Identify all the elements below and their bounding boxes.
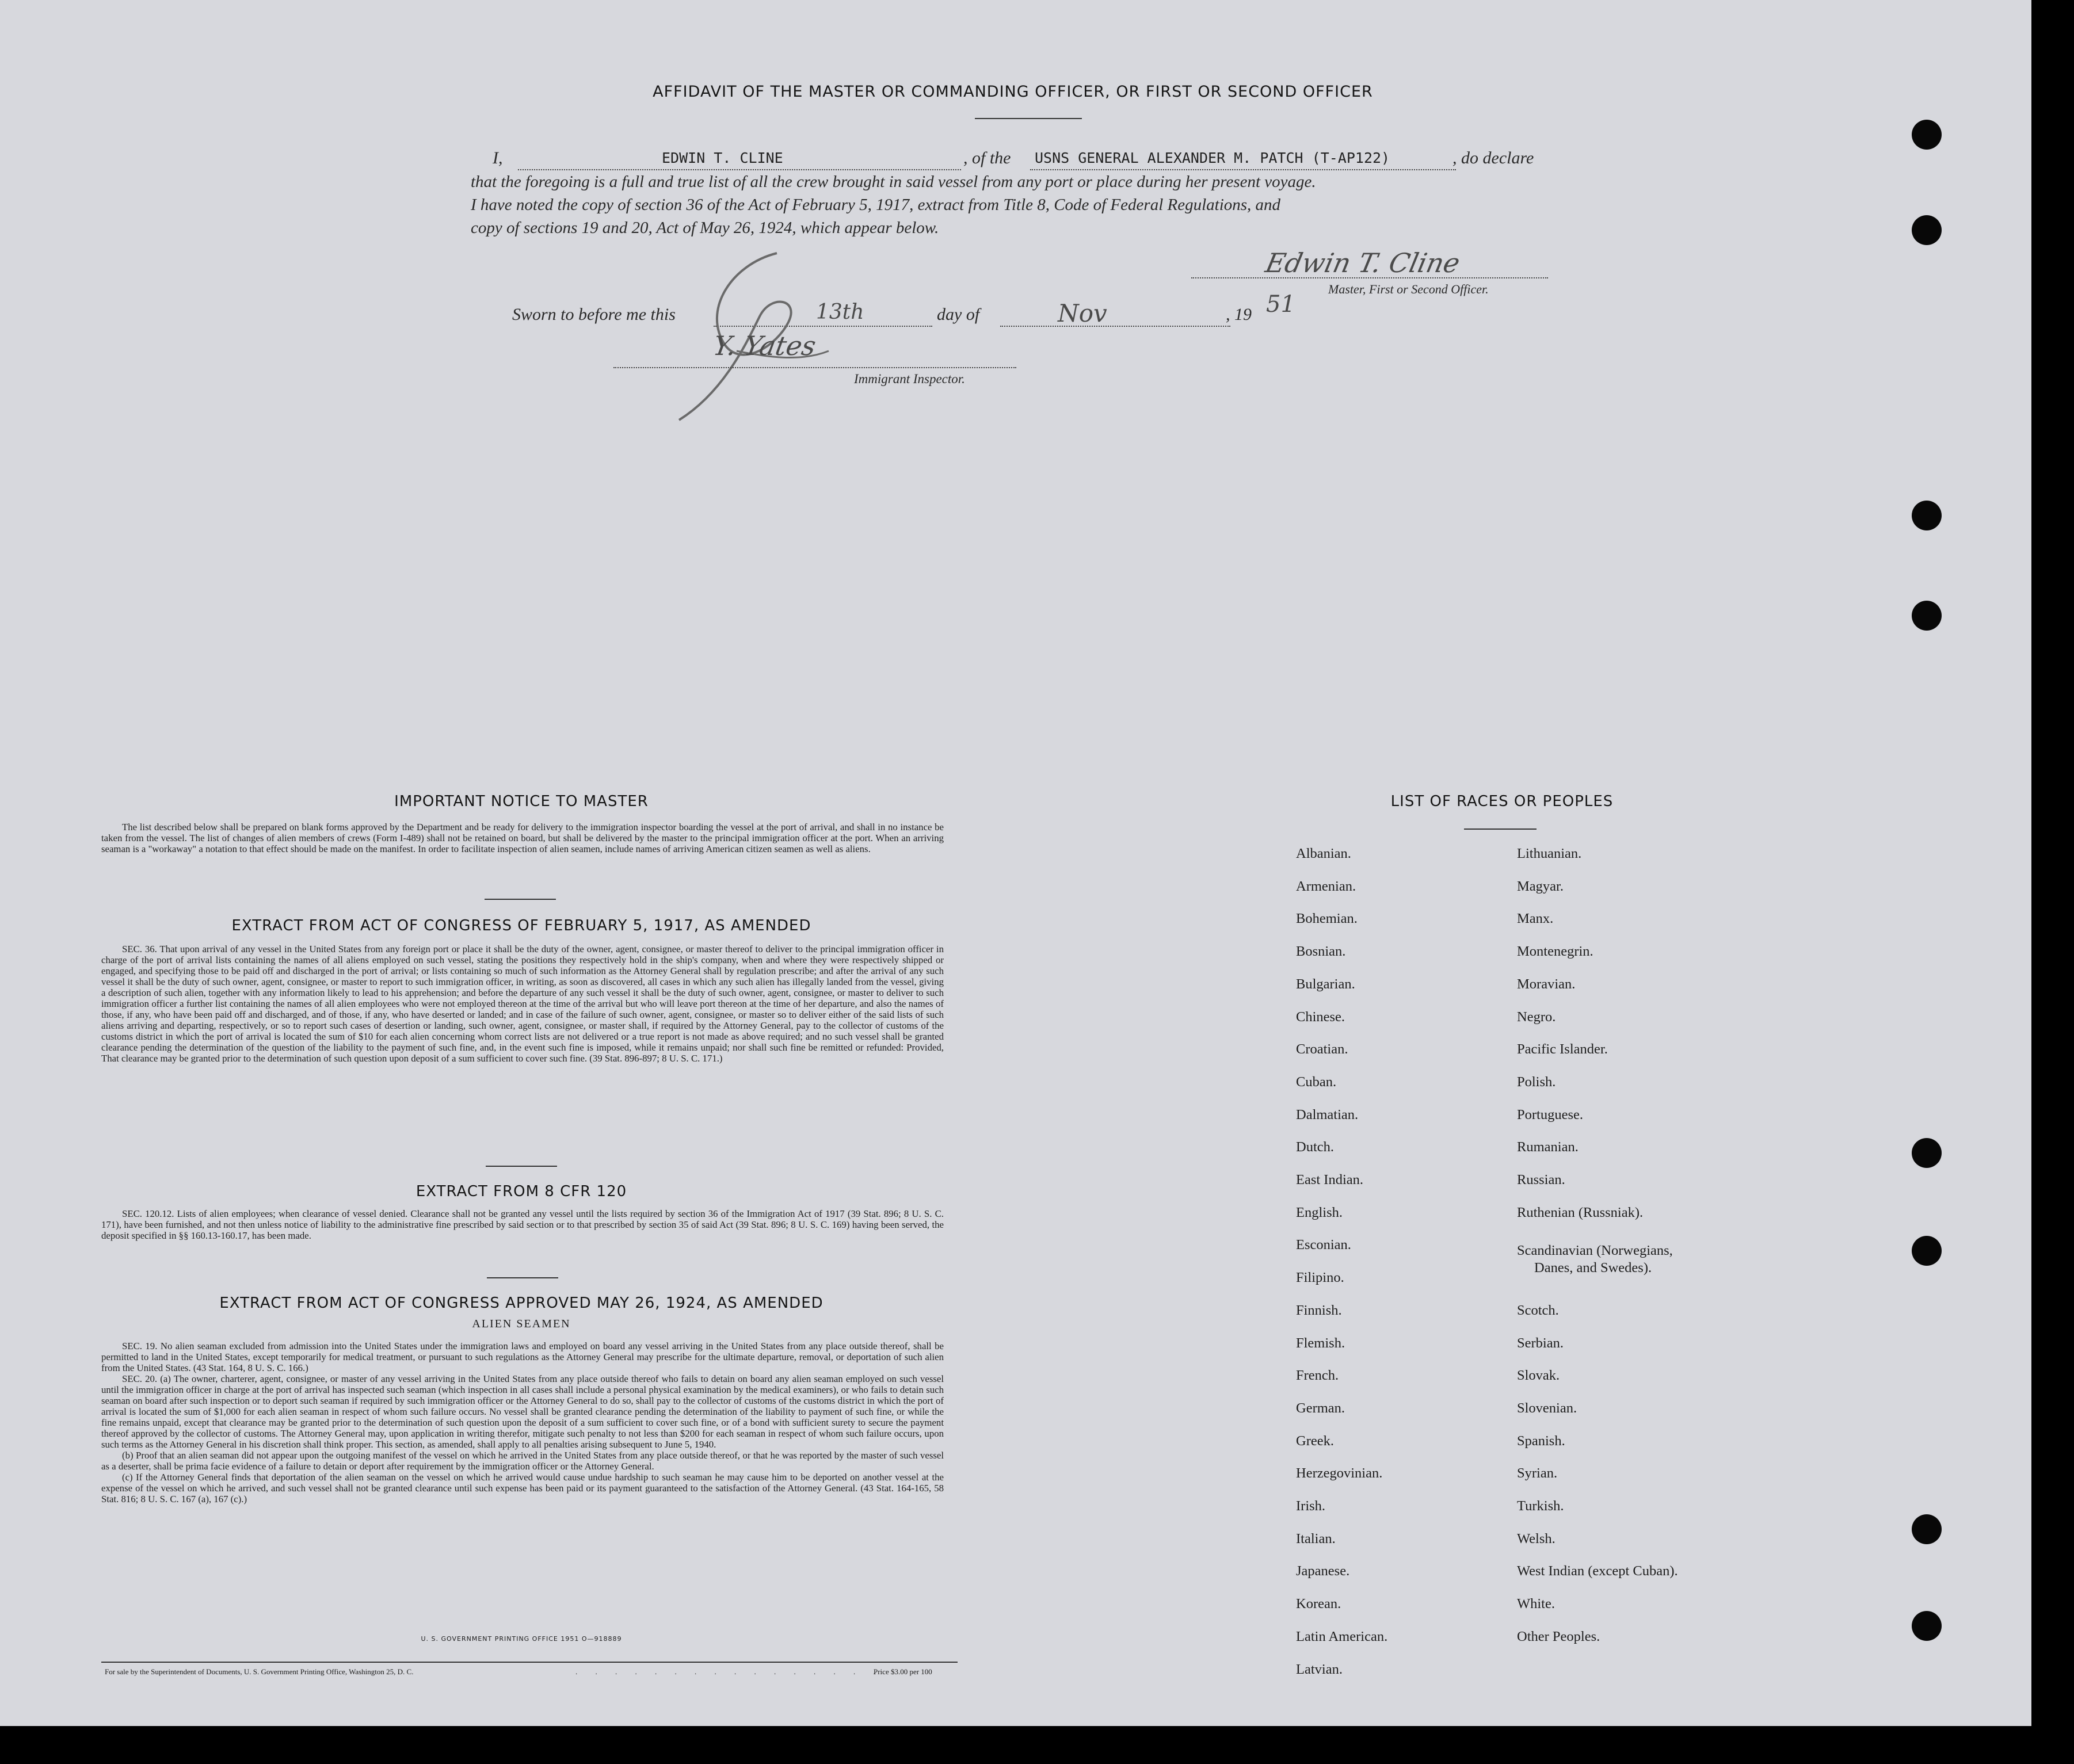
race-item: Slovak. xyxy=(1517,1368,1560,1384)
race-item: Flemish. xyxy=(1296,1335,1345,1351)
vessel-name: USNS GENERAL ALEXANDER M. PATCH (T-AP122) xyxy=(1035,150,1390,166)
race-item: East Indian. xyxy=(1296,1172,1364,1188)
race-item: Greek. xyxy=(1296,1433,1334,1449)
affidavit-line-1 xyxy=(493,148,503,168)
notice-text: The list described below shall be prepared on blank forms approved by the Department and be ready for delivery to the immigration inspector boarding the vessel at the port of arrival, and shall in no instance be taken from the vessel. The list of changes of alien members of crews (Form I-489) shall not be retained on board, but shall be delivered by the master to the principal immigration officer at the port. When an arriving seaman is a "workaway" a notation to that effect should be made on the manifest. In order to facilitate inspection of alien seamen, include names of arriving American citizen seamen as well as aliens. xyxy=(101,822,944,854)
punch-hole-icon xyxy=(1912,1611,1942,1641)
race-item: Negro. xyxy=(1517,1009,1556,1025)
affidavit-title: AFFIDAVIT OF THE MASTER OR COMMANDING OFFICER, OR FIRST OR SECOND OFFICER xyxy=(653,83,1373,101)
sworn-month: Nov xyxy=(1058,299,1107,327)
sec-19-text: SEC. 19. No alien seaman excluded from admission into the United States under the immigration laws and employed on board any vessel arriving in the United States from any place outside thereof, shall be permitted to land in the United States, except temporarily for medical treatment, or pursuant to such regulations as the Attorney General may prescribe for the ultimate departure, removal, or deportation of such alien from the United States. (43 Stat. 164, 8 U. S. C. 166.) xyxy=(101,1341,944,1373)
affidavit-text: that the foregoing is a full and true list of all the crew brought in said vessel from any port or place during her present voyage. xyxy=(471,173,1316,191)
race-item: Spanish. xyxy=(1517,1433,1565,1449)
race-item: Dalmatian. xyxy=(1296,1106,1359,1122)
vessel-field xyxy=(1030,150,1456,170)
race-item: White. xyxy=(1517,1596,1555,1612)
race-item: Portuguese. xyxy=(1517,1106,1583,1122)
divider xyxy=(486,1166,557,1167)
signature-line xyxy=(613,366,1016,368)
race-item: Chinese. xyxy=(1296,1009,1345,1025)
race-item: Welsh. xyxy=(1517,1530,1556,1547)
race-item: Croatian. xyxy=(1296,1041,1348,1057)
race-item: Bulgarian. xyxy=(1296,976,1355,992)
race-item: Finnish. xyxy=(1296,1302,1342,1318)
extract-1924-title: EXTRACT FROM ACT OF CONGRESS APPROVED MAY 26, 1924, AS AMENDED xyxy=(219,1295,824,1312)
affidavit-text: I, xyxy=(493,148,503,167)
signature-line xyxy=(1191,276,1548,278)
race-item: Latvian. xyxy=(1296,1661,1343,1677)
punch-hole-icon xyxy=(1912,501,1942,530)
affidavit-text: , 19 xyxy=(1226,305,1252,324)
race-item: Other Peoples. xyxy=(1517,1628,1600,1644)
footer-rule xyxy=(101,1662,958,1663)
race-item: Rumanian. xyxy=(1517,1139,1579,1155)
race-item: Syrian. xyxy=(1517,1465,1558,1482)
footer-price: Price $3.00 per 100 xyxy=(874,1667,932,1676)
races-title: LIST OF RACES OR PEOPLES xyxy=(1390,793,1614,810)
divider xyxy=(975,118,1082,119)
extract-1917-title: EXTRACT FROM ACT OF CONGRESS OF FEBRUARY 5, 1917, AS AMENDED xyxy=(231,917,811,934)
sworn-month-field xyxy=(1000,299,1230,327)
master-caption: Master, First or Second Officer. xyxy=(1328,282,1489,296)
race-item: Ruthenian (Russniak). xyxy=(1517,1204,1644,1220)
extract-1917-text: SEC. 36. That upon arrival of any vessel in the United States from any foreign port or place it shall be the duty of the owner, agent, consignee, or master thereof to deliver to the principal immigration officer in charge of the port of arrival lists containing the names of all aliens employed on such vessel, stating the positions they respectively hold in the ship's company, when and where they were respectively shipped or engaged, and specifying those to be paid off and discharged in the port of arrival; or lists containing so much of such information as the Attorney General shall by regulation prescribe; and after the arrival of any such vessel it shall be the duty of such owner, agent, consignee, or master to report to such immigration officer, in writing, as soon as discovered, all cases in which any such alien has illegally landed from the vessel, giving a description of such alien, together with any information likely to lead to his apprehension; and before the departure of any such vessel it shall be the duty of such owner, agent, consignee, or master to deliver to such immigration officer a further list containing the names of all alien employees who were not employed thereon at the time of the arrival but who will leave port thereon at the time of her departure, and also the names of those, if any, who have been paid off and discharged, and of those, if any, who have deserted or landed; and in case of the failure of such owner, agent, consignee, or master so to deliver either of the said lists of such aliens arriving and departing, respectively, or so to report such cases of desertion or landing, such owner, agent, consignee, or master shall, if required by the Attorney General, pay to the collector of customs of the customs district in which the port of arrival is located the sum of $10 for each alien concerning whom correct lists are not delivered or a true report is not made as above required; and no such vessel shall be granted clearance pending the determination of the question of the liability to the payment of such fine, and, in the event such fine is imposed, while it remains unpaid; nor shall such fine be remitted or refunded: Provided, That clearance may be granted prior to the determination of such question upon deposit of a sum sufficient to cover such fine. (39 Stat. 896-897; 8 U. S. C. 171.) xyxy=(101,944,944,1064)
sworn-label: Sworn to before me this xyxy=(512,305,676,324)
race-item: Manx. xyxy=(1517,911,1554,927)
race-item: Scandinavian (Norwegians, xyxy=(1517,1243,1673,1259)
race-item: Turkish. xyxy=(1517,1498,1564,1514)
punch-hole-icon xyxy=(1912,1514,1942,1544)
race-item: Serbian. xyxy=(1517,1335,1564,1351)
race-item: Herzegovinian. xyxy=(1296,1465,1383,1482)
race-item: Moravian. xyxy=(1517,976,1576,992)
race-item: Polish. xyxy=(1517,1074,1556,1090)
race-item: Latin American. xyxy=(1296,1628,1388,1644)
race-item: Danes, and Swedes). xyxy=(1534,1260,1652,1276)
race-item: Magyar. xyxy=(1517,878,1564,894)
affidavit-text: , do declare xyxy=(1452,148,1534,167)
race-item: Albanian. xyxy=(1296,846,1351,861)
punch-hole-icon xyxy=(1912,1236,1942,1266)
race-item: West Indian (except Cuban). xyxy=(1517,1563,1678,1579)
extract-1924-body xyxy=(101,1341,944,1505)
printing-office: U. S. GOVERNMENT PRINTING OFFICE 1951 O—918889 xyxy=(421,1635,622,1643)
race-item: Filipino. xyxy=(1296,1270,1344,1286)
punch-hole-icon xyxy=(1912,120,1942,150)
race-item: Armenian. xyxy=(1296,878,1356,894)
divider xyxy=(487,1277,558,1278)
race-item: Bosnian. xyxy=(1296,944,1346,960)
master-signature: Edwin T. Cline xyxy=(1263,247,1463,278)
inspector-caption: Immigrant Inspector. xyxy=(854,372,965,386)
notice-title: IMPORTANT NOTICE TO MASTER xyxy=(394,793,649,810)
affidavit-text: I have noted the copy of section 36 of the Act of February 5, 1917, extract from Title 8, Code of Federal Regulations, and xyxy=(471,196,1281,214)
race-item: Bohemian. xyxy=(1296,911,1358,927)
divider xyxy=(485,899,556,900)
affidavit-text: , of the xyxy=(963,148,1011,167)
race-item: Cuban. xyxy=(1296,1074,1337,1090)
race-item: Korean. xyxy=(1296,1596,1341,1612)
race-item: Italian. xyxy=(1296,1530,1336,1547)
race-item: Esconian. xyxy=(1296,1237,1351,1253)
affidavit-text: copy of sections 19 and 20, Act of May 26, 1924, which appear below. xyxy=(471,219,939,237)
sec-20b-text: (b) Proof that an alien seaman did not appear upon the outgoing manifest of the vessel on which he arrived in the United States from any place outside thereof, or that he was reported by the master of such vessel as a deserter, shall be prima facie evidence of a failure to detain or deport after requirement by the immigration officer or the Attorney General. xyxy=(101,1450,944,1472)
punch-hole-icon xyxy=(1912,601,1942,631)
race-item: Slovenian. xyxy=(1517,1400,1577,1416)
race-item: German. xyxy=(1296,1400,1345,1416)
sec-20c-text: (c) If the Attorney General finds that deportation of the alien seaman on the vessel on which he arrived would cause undue hardship to such seaman he may cause him to be deported on another vessel at the expense of the vessel on which he arrived, and such vessel shall not be granted clearance until such expense has been paid or its payment guaranteed to the satisfaction of the Attorney General. (43 Stat. 164-165, 58 Stat. 816; 8 U. S. C. 167 (a), 167 (c).) xyxy=(101,1472,944,1505)
footer-leader: . . . . . . . . . . . . . . . . xyxy=(575,1667,883,1676)
race-item: French. xyxy=(1296,1368,1339,1384)
footer-sale-text: For sale by the Superintendent of Documents, U. S. Government Printing Office, Washington 25, D. C. xyxy=(105,1667,414,1676)
sworn-year: 51 xyxy=(1266,291,1295,318)
divider xyxy=(1464,828,1537,830)
race-item: Montenegrin. xyxy=(1517,944,1593,960)
affidavit-text: day of xyxy=(937,305,980,324)
extract-cfr-title: EXTRACT FROM 8 CFR 120 xyxy=(415,1183,627,1200)
race-item: Japanese. xyxy=(1296,1563,1350,1579)
sworn-day: 13th xyxy=(816,300,864,324)
declarant-field xyxy=(518,150,961,170)
punch-hole-icon xyxy=(1912,215,1942,245)
declarant-name: EDWIN T. CLINE xyxy=(662,150,783,166)
race-item: Irish. xyxy=(1296,1498,1326,1514)
inspector-signature: Y. Yates xyxy=(711,330,818,361)
race-item: Russian. xyxy=(1517,1172,1565,1188)
race-item: Lithuanian. xyxy=(1517,846,1582,861)
race-item: English. xyxy=(1296,1204,1343,1220)
race-item: Scotch. xyxy=(1517,1302,1559,1318)
race-item: Dutch. xyxy=(1296,1139,1334,1155)
punch-hole-icon xyxy=(1912,1138,1942,1168)
race-item: Pacific Islander. xyxy=(1517,1041,1608,1057)
extract-1924-subtitle: ALIEN SEAMEN xyxy=(472,1318,571,1330)
extract-cfr-text: SEC. 120.12. Lists of alien employees; when clearance of vessel denied. Clearance shall not be granted any vessel until the lists required by section 36 of the Immigration Act of 1917 (39 Stat. 896; 8 U. S. C. 171), have been furnished, and not then unless notice of liability to the administrative fine prescribed by said section or to that prescribed by section 35 of said Act (39 Stat. 896; 8 U. S. C. 169) having been served, the deposit specified in §§ 160.13-160.17, has been made. xyxy=(101,1208,944,1241)
sec-20a-text: SEC. 20. (a) The owner, charterer, agent, consignee, or master of any vessel arriving in the United States from any place outside thereof who fails to detain on board any alien seaman employed on such vessel until the immigration officer in charge at the port of arrival has inspected such seaman (which inspection in all cases shall include a personal physical examination by the medical examiners), or who fails to detain such seaman on board after such inspection or to deport such seaman if required by such immigration officer or the Attorney General to do so, shall pay to the collector of customs of the customs district in which the port of arrival is located the sum of $1,000 for each alien seaman in respect of whom such failure occurs. No vessel shall be granted clearance pending the determination of the liability to payment of such fine, or while the fine remains unpaid, except that clearance may be granted prior to the determination of such question upon the deposit of a sum sufficient to cover such fine, or of a bond with sufficient surety to secure the payment thereof approved by the collector of customs. The Attorney General may, upon application in writing therefor, mitigate such penalty to not less than $200 for each seaman in respect of whom such failure occurs, upon such terms as the Attorney General in his discretion shall think proper. This section, as amended, shall apply to all penalties arising subsequent to June 5, 1940. xyxy=(101,1373,944,1450)
